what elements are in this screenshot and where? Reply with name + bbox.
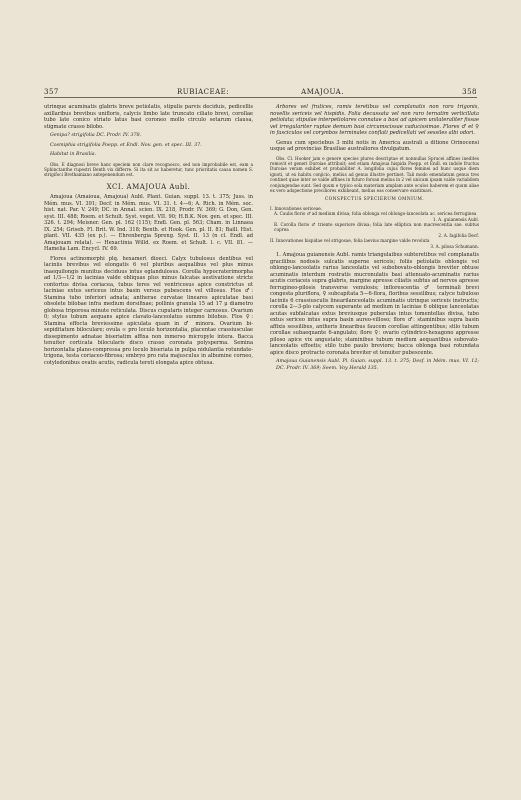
conspectus-title: CONSPECTUS SPECIERUM OMNIUM. <box>324 197 425 203</box>
species-citation: Amajoua Guianensis Aubl. Pl. Guian. suppl. 13. t. 375; Desf. in Mém. mus. VI. 12; DC. Prodr. IV. 369; Seem. Voy Herald 135. <box>276 359 479 371</box>
genus-heading: XCI. AMAJOUA Aubl. <box>106 182 191 191</box>
genus-synonymy: Amajoua (Amaioua, Amajoua) Aubl. Plant. Guian. suppl. 13. t. 375; Juss. in Mém. mus. VI. 391; Decf. in Mém. mus. VI. 31. t. 4—6; A. Rich. in Mém. soc. hist. nat. Par. V. 249; DC. in Annal. scien. IX. 218, Prodr. IV. 369; G. Don, Gen. syst. III. 488; Roem. et Schult. Syst. veget. VII. 90; H.B.K. Nov. gen. et spec. III. 326. t. 294; Meisner. Gen. pl. 162 (115); Endl. Gen. pl. 563; Cham. in Linnaea IX. 254; Griseb. Fl. Brit. W. Ind. 318; Benth. et Hook. Gen. pl. II. 81; Baill. Hist. plant. VII. 435 (ex p.). — Ehrenbergia Spreng. Syst. II. 13 (n cl. Endl. ad Amajouam relata). — Hexactinia Willd. ex Roem. et Schult. l. c. VII. 81. — Hamelia Lam. Encycl. IV. 69. <box>44 194 253 253</box>
species-key <box>270 206 479 249</box>
key-row-ref <box>270 244 479 249</box>
left-column <box>44 104 253 369</box>
right-column <box>270 104 479 375</box>
intro-paragraph: utrinque acuminatis glabris breve petiolatis, stipulis parvis deciduis, pedicellis axillaribus brevibus unifloris, calycis limbo late truncato ciliato brevi, corollae tubo late conico striato latus basi coroneo mollo circulo setarum clausa, stigmate crasso bilobo. <box>44 104 253 130</box>
observation-note: Obs. E diagnosi breve hanc speciem non clare recognosco, sed non improbabile est, eam a Sphinctanthe rupestri Benth vix differre. Si ita sit ac haberetur, tunc prioritatis causa nomen S. strigifoci Brethamiano antepenendum est. <box>44 161 253 178</box>
header-rule <box>44 97 477 98</box>
key-text: A. Caulis florio ♂ ad medium divisa; folia oblonga vel oblongo-lanceolata ac. sericea ferruginea <box>274 211 477 217</box>
key-ref: 1. A. guianensis Aubl. <box>432 216 479 222</box>
species-description: 1. Amajoua guianensis Aubl. ramis triangulaibus subteretibus vel complanatis gracilibus nodosis sulcatis superne sericeis; foliis petiolatis oblongis vel oblongo-lanceolatis rarius lanceolatis vel subobovato-oblongis breviter obtuse acuminatis interdum rostratis mucronulatis basi attenuato-acuminatis rarius acutis coriaceis supra glabris, margine apresse ciliatis subtus ad nervos apresse ferrugineo-pilosis transverse venulosis; inflorescentia ♂ terminali brevi congesta pluriflora, ♀ subcapitata 5—6-flora, floribus sessilibus; calyce tubuloso laciniis 6 crassiusculis linearilanceolatis acuminatis utrinque sericeis instructis; corolla 2—3-plo calycem superante ad medium in lacinias 6 oblique lanceolatas acutas subfalcatas extus breviusque puberulas intus tomentellas divisa, tubo extus sericeo intus supra basin aureo-villoso; flore ♂: staminibus supra basin affixis sessilibus, antheris linearibus faucem corollae attingentibus; stilo tubum corollae subaequante 6-angulato; flore ♀: ovario cylindrico-hexagono appresse piloso apice vix angustato; staminibus tubum medium aequantibus subovato-lanceolatis effoetis; stilo tubo paulo breviore; bacca oblonga basi rotundata apice disco protracto coronata breviter et tenuiter pubescente. <box>270 252 479 356</box>
key-ref: 3. A. pilosa Schumann. <box>430 243 479 249</box>
hooker-observation: Obs. Cl. Hooker jam e genere species plures descriptae et nonnullas Sprucei affines inedites removit et generi Duroiae attribuit; sed etiam Amajoua hispida Poepp. et Endl. ex indole fructus Duroiae veram exhibet et probabiliter A. longifolia cujus flores feminei ad hunc usque diem ignoti, ut ex habitu conjicio, melius ad genus illustre pertinet. Tali modo emendatum genus tres continet quae inter se valde affines in futuro forsan melius in 2 vel unicam ipsam valde variabilem conjungendae sunt. Sed quum e typico sola materiam amplam ante oculos haberem et quum aliae ex vero adspectione preciliores exhibeant, melius eas conservare existimavi. <box>270 155 479 193</box>
genus-distribution: Genus cum speciebus 3 mihi notis in America australi a ditione Orinocensi usque ad provincias Brasiliae australiores divulgatum. <box>270 139 479 152</box>
habitat-line: Habitat in Brasilia. <box>50 152 97 157</box>
genus-description: Flores actinomorphi plq. hexameri dioeci. Calyx tubulosus dentibus vel laciniis brevibus vel elongatis 6 vel pluribus aequalibus vel plus minus inaequilongis munitus deciduus intus eglandulosus. Corolla hypocraterimorpha ad 1/3—1/2 in lacinias valde obliquas plus minus falcatas aestivatione stricte contortus divisa coriacea, tubus teres vel ventricosus apice constrictus ut laciniae extus sericeus intus basin versus pubescens vel villosus. Flos ♂: Stamina tubo inferiori adnata; antherae curvatae lineares apiculatae basi obsolete bilobae infra medium dorsifixae; pollinis granula 15 ad 17 μ diametro globosa triporosa minute reticulata. Discus cupularis integer carnosus. Ovarium 0; stylus tubum aequans apice clavato-lanceolatus summo bilobus. Flos ♀: Stamina effocta breviessime apiculata quam in ♂ minora. Ovarium bi-sepiditatum biloculare; ovula ∞ pro loculo horizontalia, placentae crassiusculae dissepimento adnatae biseriatim affixa non inmerso micropyle intera. Bacca tenuiter corticata bilocularis disco crasso coronata polysperma. Semina horizontalia plano-compressa pro loculo biseriata in pulpa nidulantia rotundate-trigona, testa coriaceo-fibrosa; embryo pro rata majusculus in albumine corneo, cotyledonibus ovatis acutis, radicula tereti elongata apice obtusa. <box>44 255 253 366</box>
citation-genipa: Genipa? strigifolia DC. Prodr. IV. 378. <box>50 133 142 138</box>
key-row <box>270 222 479 233</box>
running-head <box>44 84 477 96</box>
key-text: I. Innovationes sericeae. <box>270 205 323 211</box>
running-title <box>177 88 344 96</box>
citation-cosmiphia: Cosmiphia strigifolia Poepp. et Endl. Nov. gen. et spec. III. 37. <box>50 142 202 148</box>
family-name: RUBIACEAE: <box>177 88 230 96</box>
genus-name: AMAJOUA. <box>301 88 344 96</box>
key-text: II. Innovationes hispidae vel strigosae, folia laevius margine valde revoluta <box>270 238 430 244</box>
habit-paragraph: Arbores vel frutices, ramis teretibus vel complanatis non raro trigonis, novellis sericeis vel hispidis. Folia decussata vel non raro ternatim verticillata petiolata; stipulae interpetiolares connatae a basi ad apicem unilateraliter fissae vel irregulariter ruptae demum basi circumscissae caducissimae. Flores ♂ et ♀ in fasciculos vel corymbos terminales conflati pedicellati vel sessiles albi odori. <box>270 104 479 136</box>
key-ref: 2. A. fagifolia Decf. <box>438 232 479 238</box>
key-text: B. Corolla florio ♂ triente superiore divisa; folia late elliptica non macrescentia sae. subtus cuprea <box>274 222 479 233</box>
left-page-number: 357 <box>44 88 59 96</box>
right-page-number: 358 <box>462 88 477 96</box>
